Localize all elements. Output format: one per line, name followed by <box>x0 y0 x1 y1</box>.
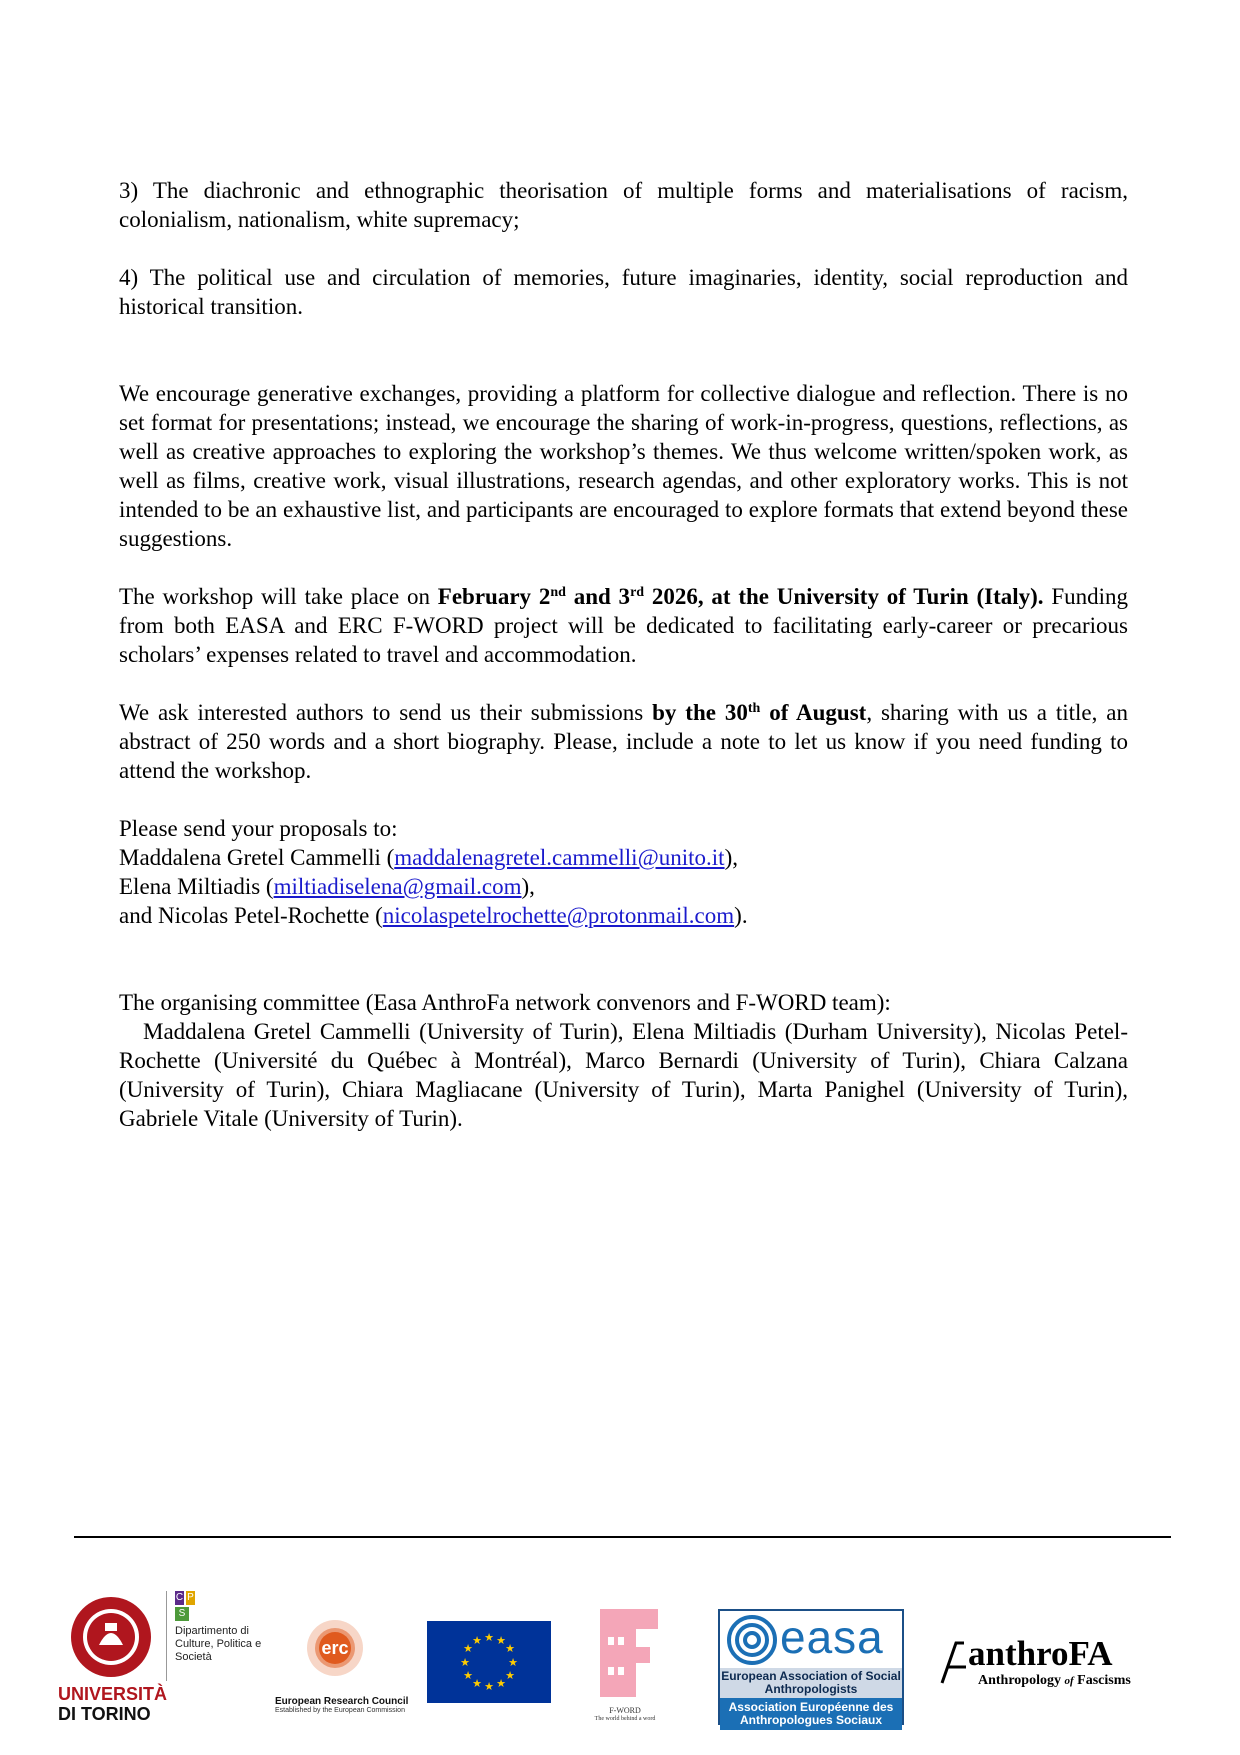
easa-spiral-icon <box>726 1614 778 1666</box>
contacts-intro: Please send your proposals to: <box>119 816 398 841</box>
fword-title: F-WORD <box>609 1706 641 1715</box>
workshop-paragraph: The workshop will take place on February 2nd and 3rd 2026, at the University of Turin (Italy). Funding from both EASA and ERC F-WORD project will be dedicated to facilitating early-career or precarious scholars’ expenses related to travel and accommodation. <box>119 584 1128 667</box>
submission-deadline: by the 30th of August <box>652 700 867 725</box>
easa-french-name: Association Européenne des Anthropologues Sociaux <box>720 1698 902 1730</box>
svg-text:★: ★ <box>472 1634 482 1647</box>
unito-line2: DI TORINO <box>58 1704 151 1724</box>
unito-line1: UNIVERSITÀ <box>58 1684 168 1704</box>
contact-cammelli: Maddalena Gretel Cammelli (maddalenagretel.cammelli@unito.it), <box>119 845 738 870</box>
anthrofa-subtitle: Anthropology of Fascisms <box>978 1673 1131 1688</box>
list-item-3: 3) The diachronic and ethnographic theorisation of multiple forms and materialisations of racism, colonialism, nationalism, white supremacy; <box>119 178 1128 232</box>
email-link-petel-rochette[interactable]: nicolaspetelrochette@protonmail.com <box>382 903 735 928</box>
eu-stars-icon <box>427 1621 551 1703</box>
fword-tagline: The world behind a word <box>594 1716 656 1722</box>
svg-text:★: ★ <box>472 1677 482 1690</box>
easa-english-name: European Association of Social Anthropologists <box>721 1669 901 1696</box>
easa-logo <box>718 1609 904 1725</box>
workshop-date: February 2nd and 3rd 2026, at the University of Turin (Italy). <box>437 584 1044 609</box>
footer-logos <box>0 1585 1240 1725</box>
list-item-4: 4) The political use and circulation of memories, future imaginaries, identity, social reproduction and historical transition. <box>119 265 1128 319</box>
fword-logo <box>585 1601 665 1726</box>
cps-caption: Dipartimento di Culture, Politica e Società <box>175 1625 262 1663</box>
erc-name: European Research Council <box>275 1696 409 1707</box>
submission-paragraph: We ask interested authors to send us their submissions by the 30th of August, sharing with us a title, an abstract of 250 words and a short biography. Please, include a note to let us know if you need funding to attend the workshop. <box>119 700 1128 783</box>
unito-seal-icon <box>69 1595 153 1679</box>
svg-text:★: ★ <box>508 1656 518 1669</box>
committee-title: The organising committee (Easa AnthroFa network convenors and F-WORD team): <box>119 990 891 1015</box>
anthrofa-a-mark-icon <box>938 1637 970 1687</box>
svg-text:erc: erc <box>321 1638 349 1658</box>
cps-letter-c: C <box>175 1592 184 1603</box>
svg-text:★: ★ <box>484 1631 494 1644</box>
svg-text:★: ★ <box>505 1642 515 1655</box>
svg-text:★: ★ <box>460 1656 470 1669</box>
email-link-miltiadis[interactable]: miltiadiselena@gmail.com <box>273 874 522 899</box>
committee-members: Maddalena Gretel Cammelli (University of Turin), Elena Miltiadis (Durham University), Nicolas Petel-Rochette (Université du Québec à Montréal), Marco Bernardi (University of Turin), Chiara Calzana (University of Turin), Chiara Magliacane (University of Turin), Marta Panighel (University of Turin), Gabriele Vitale (University of Turin). <box>119 1019 1128 1131</box>
svg-text:★: ★ <box>496 1677 506 1690</box>
document-body <box>119 176 1128 1133</box>
unito-logo <box>56 1595 168 1724</box>
anthrofa-name: anthroFA <box>968 1634 1113 1673</box>
erc-subtitle: Established by the European Commission <box>275 1707 405 1714</box>
cps-letter-s: S <box>175 1607 189 1621</box>
fword-tower-icon <box>590 1601 660 1701</box>
svg-text:★: ★ <box>463 1642 473 1655</box>
footer-divider <box>74 1536 1171 1538</box>
svg-text:★: ★ <box>505 1669 515 1682</box>
anthrofa-logo <box>938 1635 1198 1695</box>
easa-acronym: easa <box>780 1611 884 1663</box>
eu-flag <box>427 1621 551 1703</box>
email-link-cammelli[interactable]: maddalenagretel.cammelli@unito.it <box>394 845 725 870</box>
contact-miltiadis: Elena Miltiadis (miltiadiselena@gmail.com), <box>119 874 535 899</box>
encourage-paragraph: We encourage generative exchanges, providing a platform for collective dialogue and reflection. There is no set format for presentations; instead, we encourage the sharing of work-in-progress, questions, reflections, as well as creative approaches to exploring the workshop’s themes. We thus welcome written/spoken work, as well as films, creative work, visual illustrations, research agendas, and other exploratory works. This is not intended to be an exhaustive list, and participants are encouraged to explore formats that extend beyond these suggestions. <box>119 381 1128 551</box>
svg-text:★: ★ <box>463 1669 473 1682</box>
cps-logo <box>166 1591 271 1681</box>
svg-text:★: ★ <box>496 1634 506 1647</box>
erc-logo <box>275 1605 409 1725</box>
contact-petel-rochette: and Nicolas Petel-Rochette (nicolaspetelrochette@protonmail.com). <box>119 903 748 928</box>
svg-text:★: ★ <box>484 1680 494 1693</box>
cps-letter-p: P <box>187 1592 194 1603</box>
erc-starburst-icon <box>292 1605 378 1691</box>
